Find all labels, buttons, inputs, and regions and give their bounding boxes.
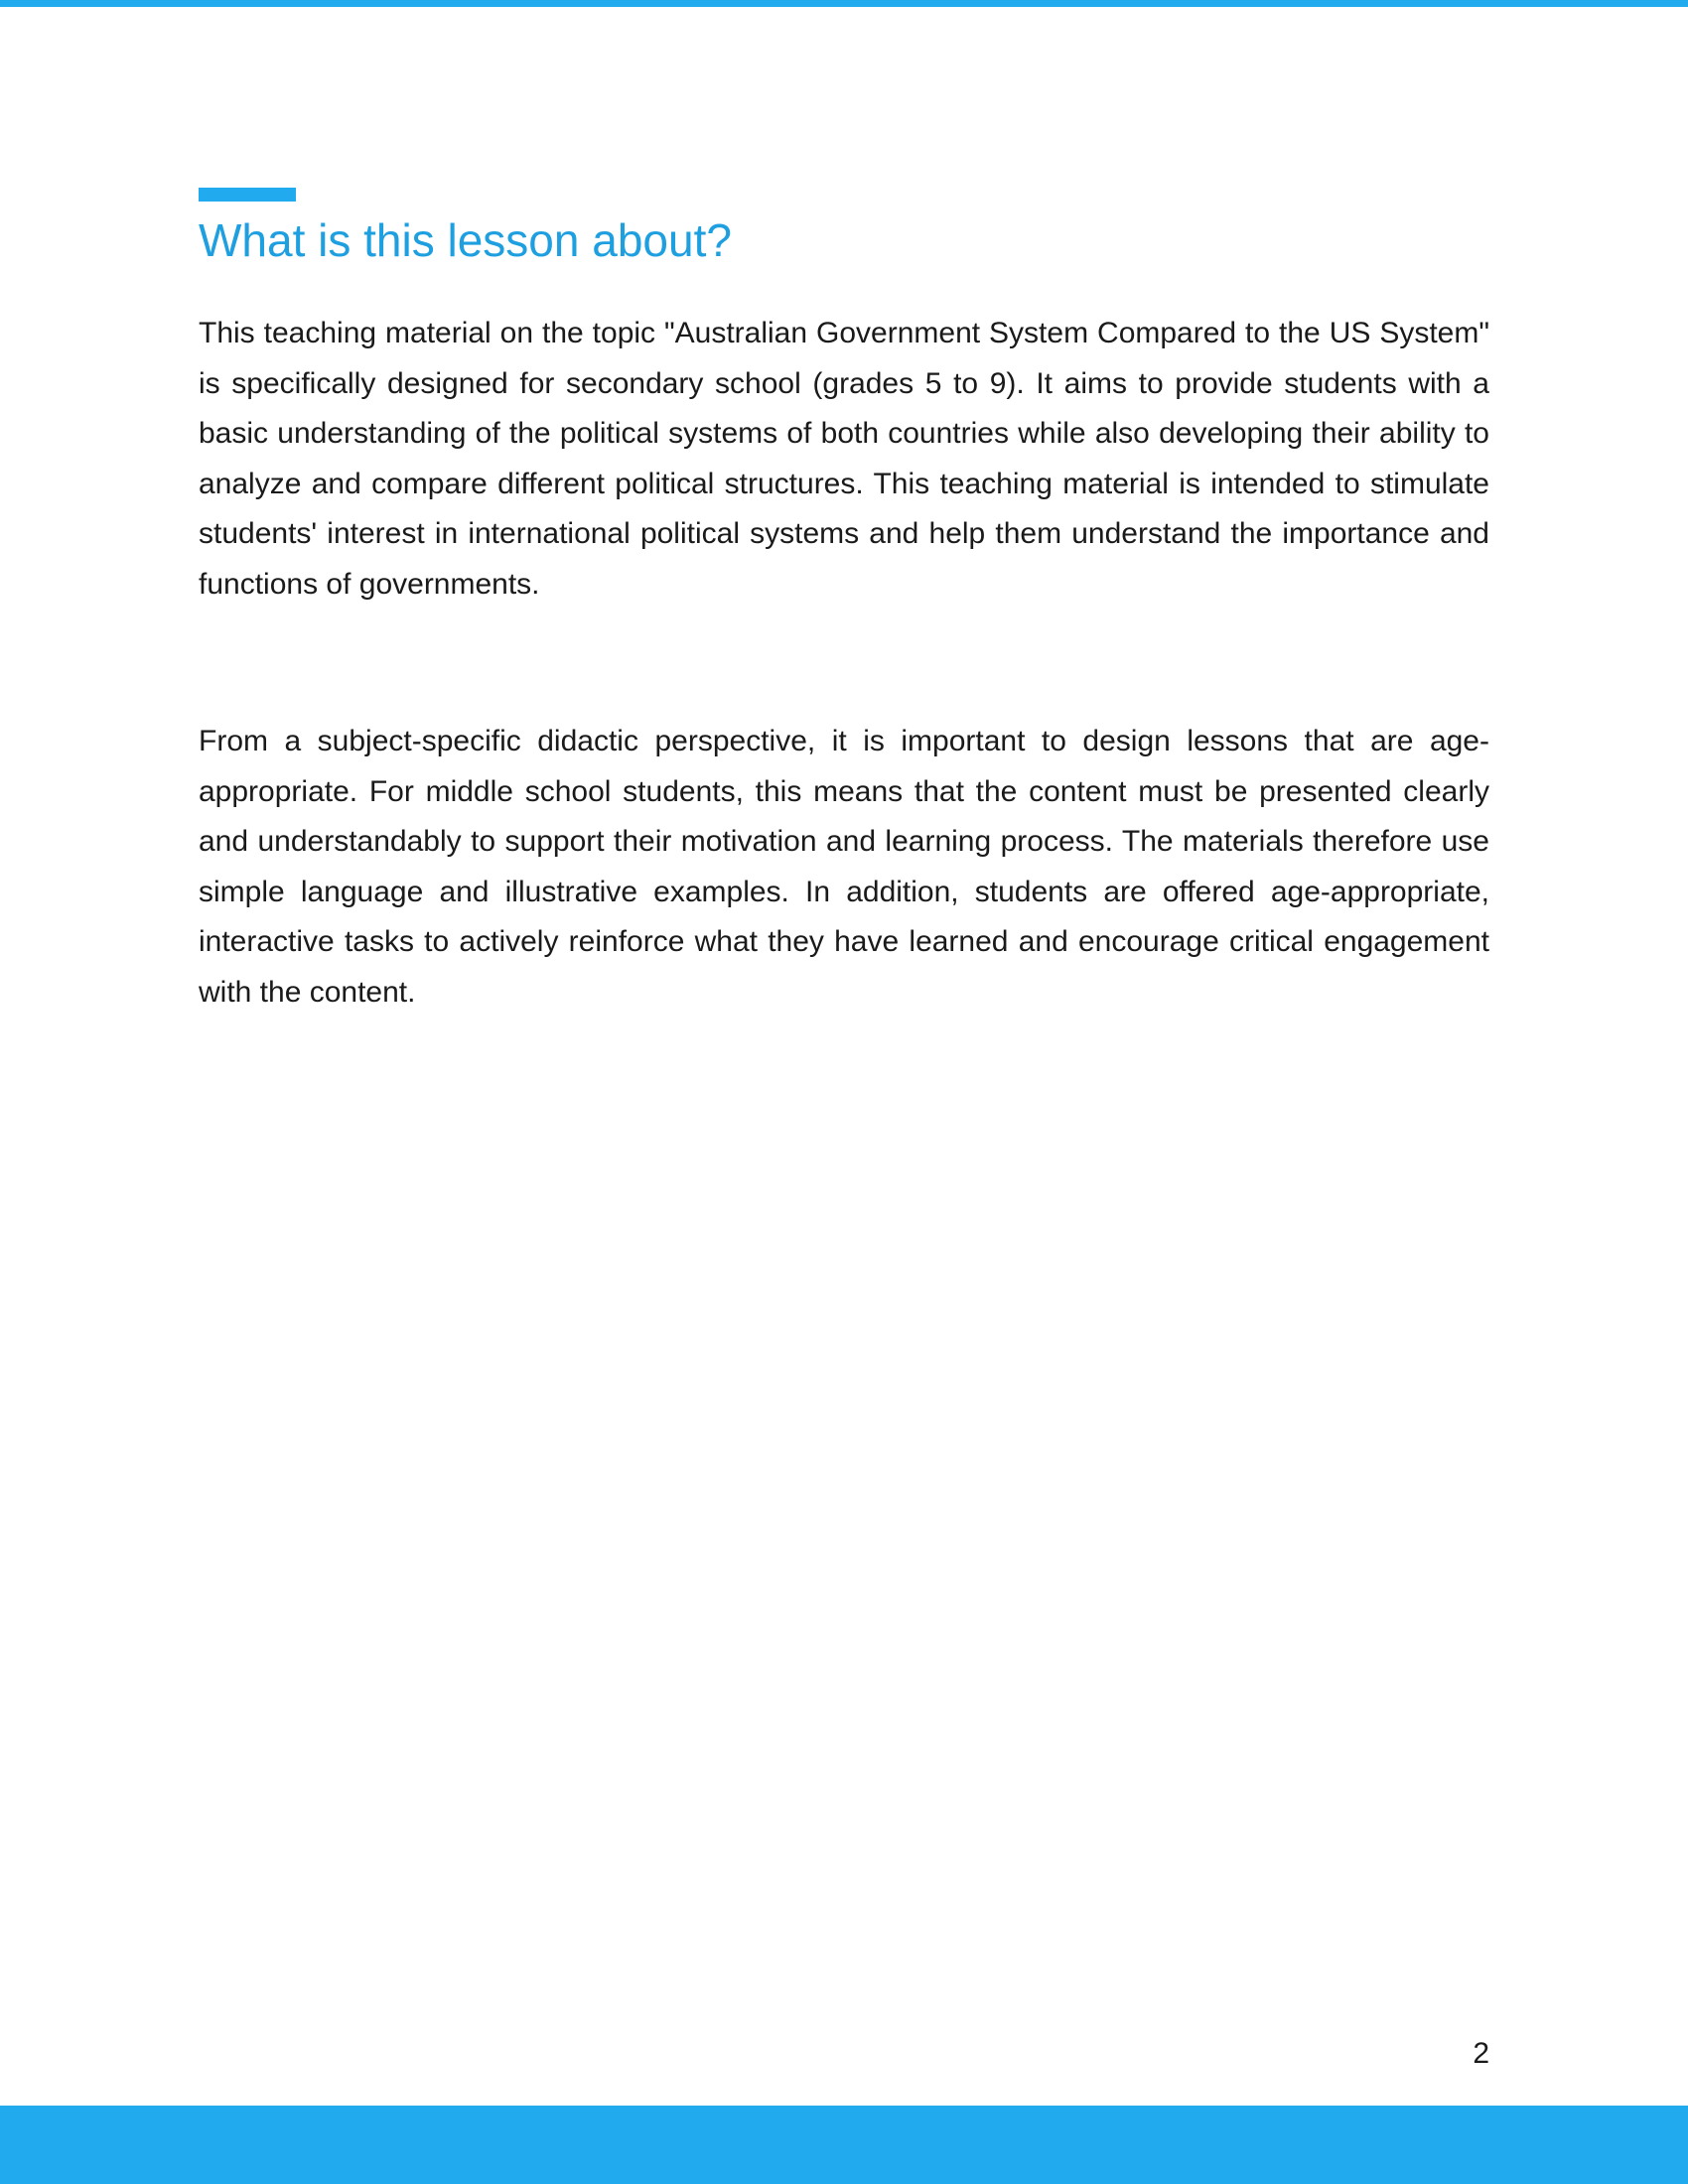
footer-band [0,2106,1688,2184]
intro-paragraph: This teaching material on the topic "Australian Government System Compared to the US System" is specifically designed for secondary school (grades 5 to 9). It aims to provide students with a basic understanding of the political systems of both countries while also developing their ability to analyze and compare different political structures. This teaching material is intended to stimulate students' interest in international political systems and help them understand the importance and functions of governments. [199,317,1489,601]
top-accent-rule [0,0,1688,7]
didactic-paragraph: From a subject-specific didactic perspective, it is important to design lessons that are age-appropriate. For middle school students, this means that the content must be presented clearly and understandably to support their motivation and learning process. The materials therefore use simple language and illustrative examples. In addition, students are offered age-appropriate, interactive tasks to actively reinforce what they have learned and encourage critical engagement with the content. [199,725,1489,1009]
heading-accent-bar [199,188,296,202]
page-number: 2 [1473,2037,1489,2070]
section-heading: What is this lesson about? [199,214,732,266]
